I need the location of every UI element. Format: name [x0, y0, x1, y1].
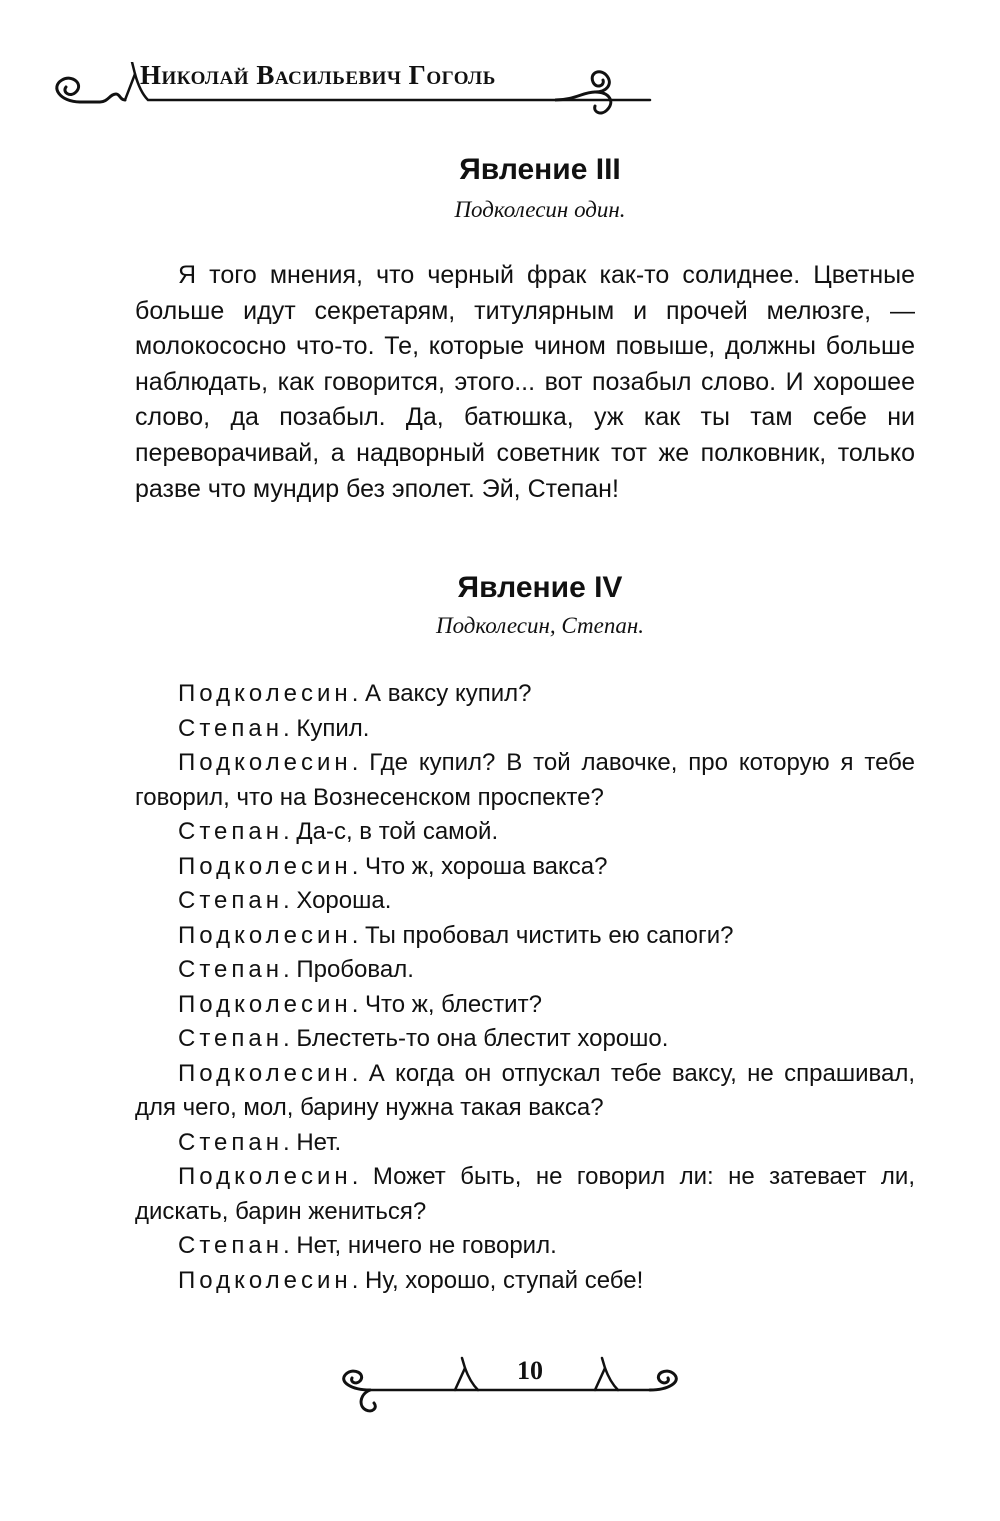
replica-text: Хороша.	[296, 887, 392, 914]
dialogue-line: Подколесин. Где купил? В той лавочке, про которую я тебе говорил, что на Вознесенском проспекте?	[135, 749, 915, 811]
dialogue-line: Подколесин. Что ж, блестит?	[178, 990, 542, 1018]
replica-text: А когда он отпускал тебе ваксу, не спрашивал, для чего, мол, барину нужна такая вакса?	[135, 1059, 915, 1121]
speaker-name: Подколесин	[178, 749, 352, 776]
replica-text: Может быть, не говорил ли: не затевает ли, дискать, барин жениться?	[135, 1163, 915, 1225]
dialogue-line: Степан. Нет.	[178, 1128, 342, 1156]
speaker-name: Степан	[178, 956, 283, 983]
scene-heading: Явление IV	[457, 571, 623, 604]
replica-text: Нет, ничего не говорил.	[296, 1232, 557, 1259]
scene-characters: Подколесин один.	[454, 197, 626, 222]
replica-text: Купил.	[296, 714, 370, 742]
speaker-name: Степан	[178, 1232, 283, 1259]
page-number: 10	[517, 1356, 543, 1385]
speaker-name: Подколесин	[178, 852, 352, 880]
speaker-name: Подколесин	[178, 1059, 352, 1087]
dialogue-line: Степан. Хороша.	[178, 887, 392, 914]
speaker-name: Степан	[178, 714, 283, 742]
replica-text: Где купил? В той лавочке, про которую я тебе говорил, что на Вознесенском проспекте?	[135, 749, 915, 811]
dialogue-line: Степан. Купил.	[178, 714, 370, 742]
speaker-name: Подколесин	[178, 921, 352, 949]
monologue-paragraph: Я того мнения, что черный фрак как-то солиднее. Цветные больше идут секретарям, титулярным и прочей мелюзге, — молокососно что-то. Те, которые чином повыше, должны больше наблюдать, как говорится, этого... вот позабыл слово. И хорошее слово, да позабыл. Да, батюшка, уж как ты там себе ни переворачивай, а надворный советник тот же полковник, только разве что мундир без эполет. Эй, Степан!	[135, 261, 915, 503]
scene-characters: Подколесин, Степан.	[435, 613, 645, 638]
replica-text: Да-с, в той самой.	[296, 818, 499, 845]
scene-heading: Явление III	[459, 153, 621, 186]
speaker-name: Подколесин	[178, 680, 352, 707]
speaker-name: Подколесин	[178, 1163, 352, 1190]
speaker-name: Подколесин	[178, 990, 352, 1018]
replica-text: Ну, хорошо, ступай себе!	[365, 1266, 644, 1294]
replica-text: Пробовал.	[296, 956, 414, 983]
speaker-name: Степан	[178, 1025, 283, 1052]
dialogue-line: Подколесин. Ну, хорошо, ступай себе!	[178, 1266, 644, 1294]
dialogue-line: Подколесин. А когда он отпускал тебе ваксу, не спрашивал, для чего, мол, барину нужна такая вакса?	[135, 1059, 915, 1121]
replica-text: Блестеть-то она блестит хорошо.	[296, 1025, 669, 1052]
dialogue-line: Степан. Да-с, в той самой.	[178, 818, 499, 845]
dialogue-line: Подколесин. Ты пробовал чистить ею сапоги?	[178, 921, 734, 949]
speaker-name: Степан	[178, 887, 283, 914]
speaker-name: Степан	[178, 818, 283, 845]
replica-text: А ваксу купил?	[365, 680, 532, 707]
dialogue-line: Подколесин. Может быть, не говорил ли: не затевает ли, дискать, барин жениться?	[135, 1163, 915, 1225]
dialogue-line: Степан. Нет, ничего не говорил.	[178, 1232, 557, 1259]
header-scroll-ornament-right	[555, 62, 675, 122]
speaker-name: Степан	[178, 1128, 283, 1156]
replica-text: Что ж, хороша вакса?	[365, 852, 608, 880]
dialogue-line: Степан. Пробовал.	[178, 956, 414, 983]
replica-text: Нет.	[296, 1128, 342, 1156]
replica-text: Ты пробовал чистить ею сапоги?	[365, 921, 734, 949]
dialogue-line: Степан. Блестеть-то она блестит хорошо.	[178, 1025, 669, 1052]
speaker-name: Подколесин	[178, 1266, 352, 1294]
replica-text: Что ж, блестит?	[365, 990, 542, 1018]
dialogue-line: Подколесин. А ваксу купил?	[178, 680, 532, 707]
running-header-author: Николай Васильевич Гоголь	[140, 60, 496, 90]
dialogue-line: Подколесин. Что ж, хороша вакса?	[178, 852, 608, 880]
dialogue-block	[135, 677, 915, 1298]
